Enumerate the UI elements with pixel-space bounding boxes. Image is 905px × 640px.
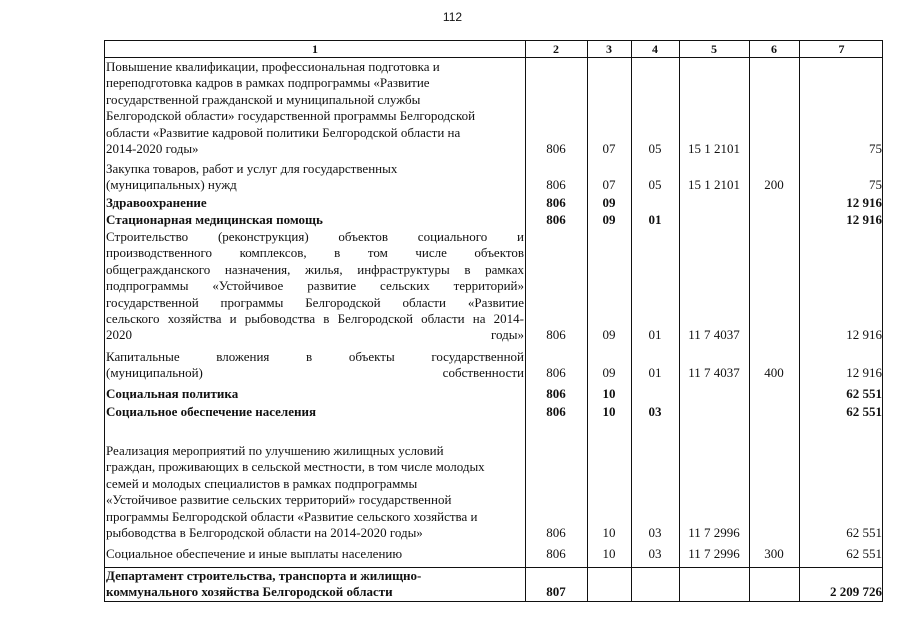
row-description — [106, 195, 524, 211]
header-col-7: 7 — [838, 42, 845, 56]
cell-c2: 807 — [546, 584, 566, 600]
amount-cell: 75 — [869, 140, 882, 156]
cell-c2: 806 — [546, 327, 566, 343]
amount-cell: 12 916 — [846, 327, 882, 343]
cell-c5: 15 1 2101 — [688, 140, 740, 156]
cell-c2: 806 — [546, 545, 566, 561]
header-divider — [105, 57, 882, 58]
cell-c3: 07 — [602, 140, 616, 156]
description-line: программы Белгородской области «Развитие сельского хозяйства и — [106, 508, 478, 524]
row-description — [106, 59, 524, 157]
cell-c4: 01 — [648, 211, 662, 227]
cell-c2: 806 — [546, 140, 566, 156]
row-description — [106, 546, 524, 562]
cell-c4: 03 — [648, 403, 662, 419]
amount-cell: 12 916 — [846, 365, 882, 381]
description-line: государственной гражданской и муниципальной службы — [106, 91, 421, 107]
cell-c5: 15 1 2101 — [688, 177, 740, 193]
table-row — [105, 195, 884, 211]
description-line: коммунального хозяйства Белгородской области — [106, 584, 393, 600]
description-line: Социальная политика — [106, 386, 239, 401]
description-line: семей и молодых специалистов в рамках подпрограммы — [106, 475, 418, 491]
header-col-5: 5 — [711, 42, 717, 56]
description-line: производственного комплексов, в том числе объектов — [106, 245, 524, 261]
cell-c5: 11 7 2996 — [688, 524, 740, 540]
cell-c2: 806 — [546, 211, 566, 227]
description-line: области «Развитие кадровой политики Белгородской области на — [106, 124, 461, 140]
header-col-2: 2 — [553, 42, 559, 56]
cell-c6: 200 — [764, 177, 784, 193]
description-line: Реализация мероприятий по улучшению жилищных условий — [106, 443, 444, 458]
description-line: «Устойчивое развитие сельских территорий» государственной — [106, 492, 452, 508]
cell-c5: 11 7 4037 — [688, 365, 740, 381]
table-row — [105, 404, 884, 420]
row-description — [106, 386, 524, 402]
cell-c3: 10 — [602, 524, 616, 540]
description-line: (муниципальной) собственности — [106, 365, 524, 381]
header-col-4: 4 — [652, 42, 658, 56]
cell-c4: 05 — [648, 177, 662, 193]
amount-cell: 2 209 726 — [830, 584, 882, 600]
description-line: 2014-2020 годы» — [106, 141, 199, 157]
cell-c3: 09 — [602, 211, 616, 227]
row-description — [106, 443, 524, 541]
description-line: рыбоводства в Белгородской области на 2014-2020 годы» — [106, 525, 423, 541]
description-line: сельского хозяйства и рыбоводства в Белгородской области на 2014- — [106, 311, 524, 327]
cell-c2: 806 — [546, 403, 566, 419]
cell-c2: 806 — [546, 365, 566, 381]
cell-c5: 11 7 2996 — [688, 545, 740, 561]
row-description — [106, 404, 524, 420]
header-col-3: 3 — [606, 42, 612, 56]
table-row — [105, 229, 884, 344]
cell-c5: 11 7 4037 — [688, 327, 740, 343]
amount-cell: 12 916 — [846, 194, 882, 210]
description-line: 2020 годы» — [106, 327, 524, 343]
table-row — [105, 59, 884, 157]
header-col-1: 1 — [312, 42, 318, 56]
budget-table — [104, 40, 883, 602]
cell-c2: 806 — [546, 385, 566, 401]
cell-c3: 10 — [602, 403, 616, 419]
description-line: подпрограммы «Устойчивое развитие сельских территорий» — [106, 278, 524, 294]
cell-c2: 806 — [546, 524, 566, 540]
cell-c4: 05 — [648, 140, 662, 156]
cell-c2: 806 — [546, 194, 566, 210]
description-line: Закупка товаров, работ и услуг для государственных — [106, 161, 398, 176]
description-line: Повышение квалификации, профессиональная подготовка и — [106, 59, 440, 74]
description-line: Здравоохранение — [106, 195, 207, 210]
amount-cell: 62 551 — [846, 403, 882, 419]
description-line: Строительство (реконструкция) объектов социального и — [106, 229, 524, 244]
cell-c4: 01 — [648, 327, 662, 343]
cell-c4: 03 — [648, 545, 662, 561]
table-row — [105, 212, 884, 228]
row-description — [106, 212, 524, 228]
amount-cell: 12 916 — [846, 211, 882, 227]
description-line: Капитальные вложения в объекты государственной — [106, 349, 524, 364]
page-number: 112 — [442, 10, 463, 24]
cell-c3: 07 — [602, 177, 616, 193]
description-line: Департамент строительства, транспорта и жилищно- — [106, 568, 422, 583]
amount-cell: 62 551 — [846, 545, 882, 561]
table-row — [105, 568, 884, 601]
description-line: Социальное обеспечение населения — [106, 404, 316, 419]
description-line: общегражданского назначения, жилья, инфраструктуры в рамках — [106, 261, 524, 277]
cell-c3: 10 — [602, 385, 616, 401]
cell-c6: 300 — [764, 545, 784, 561]
table-row — [105, 443, 884, 541]
cell-c3: 10 — [602, 545, 616, 561]
description-line: переподготовка кадров в рамках подпрограммы «Развитие — [106, 75, 430, 91]
description-line: (муниципальных) нужд — [106, 177, 237, 193]
row-description — [106, 349, 524, 382]
header-col-6: 6 — [771, 42, 777, 56]
cell-c3: 09 — [602, 365, 616, 381]
cell-c6: 400 — [764, 365, 784, 381]
row-description — [106, 229, 524, 344]
table-row — [105, 546, 884, 562]
cell-c3: 09 — [602, 327, 616, 343]
cell-c4: 01 — [648, 365, 662, 381]
description-line: Белгородской области» государственной программы Белгородской — [106, 108, 476, 124]
cell-c2: 806 — [546, 177, 566, 193]
amount-cell: 75 — [869, 177, 882, 193]
description-line: государственной программы Белгородской области «Развитие — [106, 294, 524, 310]
row-description — [106, 161, 524, 194]
table-row — [105, 386, 884, 402]
amount-cell: 62 551 — [846, 385, 882, 401]
description-line: граждан, проживающих в сельской местности, в том числе молодых — [106, 459, 485, 475]
table-row — [105, 349, 884, 382]
description-line: Социальное обеспечение и иные выплаты населению — [106, 546, 403, 561]
row-description — [106, 568, 524, 601]
cell-c3: 09 — [602, 194, 616, 210]
table-row — [105, 161, 884, 194]
description-line: Стационарная медицинская помощь — [106, 212, 323, 227]
cell-c4: 03 — [648, 524, 662, 540]
amount-cell: 62 551 — [846, 524, 882, 540]
